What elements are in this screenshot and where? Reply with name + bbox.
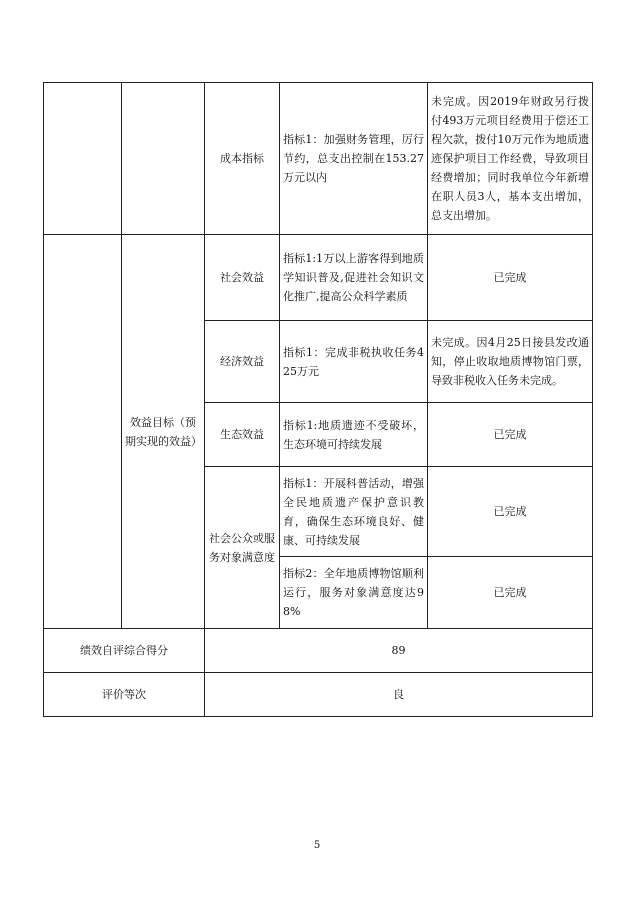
score-label: 绩效自评综合得分: [44, 629, 205, 673]
benefit-target-cell: 效益目标（预期实现的效益）: [122, 235, 205, 629]
indicator-text-cell: 指标1：开展科普活动，增强全民地质遗产保护意识教育，确保生态环境良好、健康、可持续发展: [280, 467, 428, 557]
secondary-indicator-cell: 成本指标: [205, 83, 280, 235]
secondary-indicator-cell: 经济效益: [205, 321, 280, 403]
completion-status-cell: 已完成: [428, 235, 593, 321]
page-number: 5: [313, 840, 321, 851]
blank-primary-cell: [122, 83, 205, 235]
grade-value: 良: [205, 673, 593, 717]
secondary-indicator-cell: 生态效益: [205, 403, 280, 467]
social-benefit-row: [44, 235, 593, 321]
indicator-text-cell: 指标1：完成非税执收任务425万元: [280, 321, 428, 403]
completion-status-cell: 已完成: [428, 403, 593, 467]
performance-table: [43, 82, 593, 717]
indicator-text-cell: 指标2：全年地质博物馆顺利运行，服务对象满意度达98%: [280, 557, 428, 629]
secondary-indicator-cell: 社会效益: [205, 235, 280, 321]
cost-row: [44, 83, 593, 235]
indicator-text-cell: 指标1:地质遗迹不受破坏，生态环境可持续发展: [280, 403, 428, 467]
completion-status-cell: 已完成: [428, 557, 593, 629]
grade-label: 评价等次: [44, 673, 205, 717]
blank-primary-cell: [44, 235, 122, 629]
indicator-text-cell: 指标1:1万以上游客得到地质学知识普及,促进社会知识文化推广,提高公众科学素质: [280, 235, 428, 321]
blank-primary-cell: [44, 83, 122, 235]
secondary-indicator-cell: 社会公众或服务对象满意度: [205, 467, 280, 629]
score-value: 89: [205, 629, 593, 673]
completion-status-cell: 未完成。因4月25日接县发改通知，停止收取地质博物馆门票，导致非税收入任务未完成。: [428, 321, 593, 403]
score-row: [44, 629, 593, 673]
indicator-text-cell: 指标1：加强财务管理，厉行节约，总支出控制在153.27万元以内: [280, 83, 428, 235]
completion-status-cell: 未完成。因2019年财政另行拨付493万元项目经费用于偿还工程欠款，拨付10万元作为地质遗迹保护项目工作经费，导致项目经费增加；同时我单位今年新增在职人员3人，基本支出增加，总支出增加。: [428, 83, 593, 235]
grade-row: [44, 673, 593, 717]
completion-status-cell: 已完成: [428, 467, 593, 557]
